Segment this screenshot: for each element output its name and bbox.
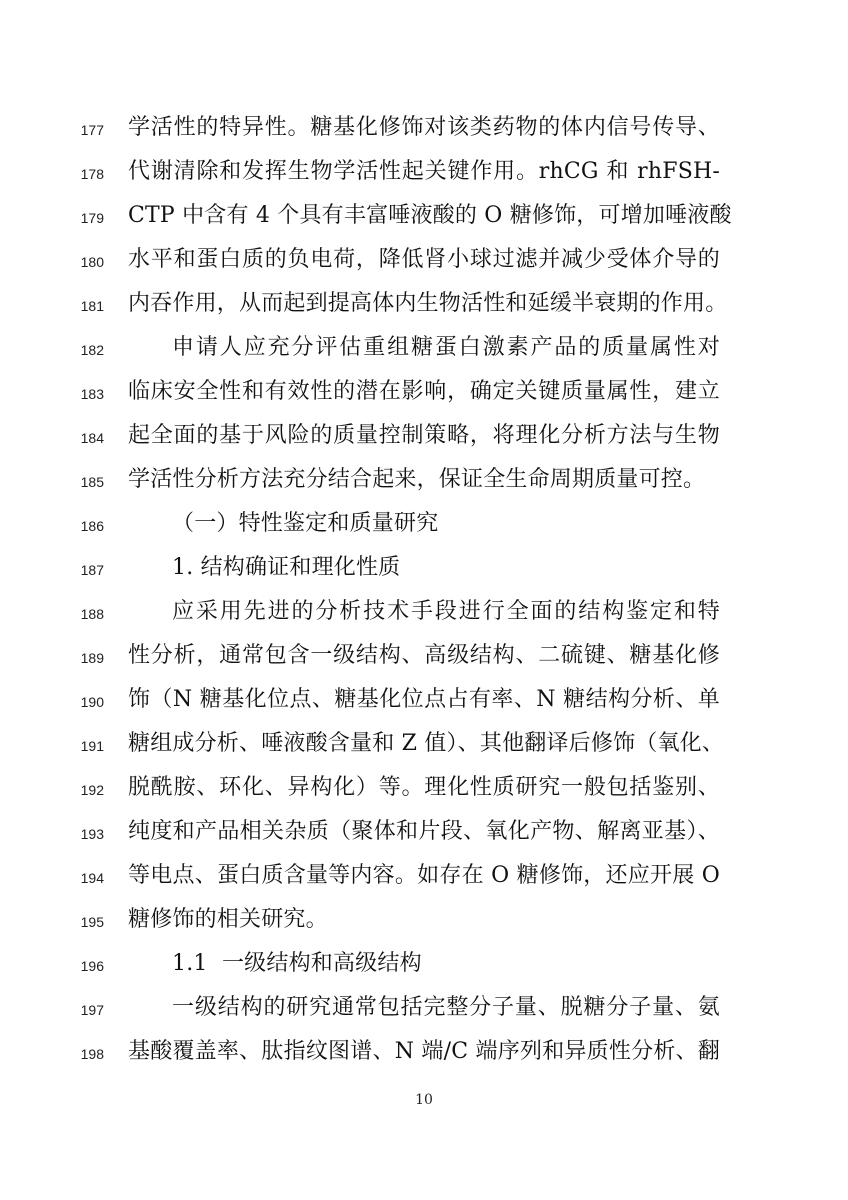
line-number: 184 bbox=[80, 430, 104, 446]
line-text: CTP 中含有 4 个具有丰富唾液酸的 O 糖修饰，可增加唾液酸 bbox=[128, 203, 732, 228]
line-text: 内吞作用，从而起到提高体内生物活性和延缓半衰期的作用。 bbox=[128, 291, 728, 316]
line-text: 性分析，通常包含一级结构、高级结构、二硫键、糖基化修 bbox=[128, 643, 720, 668]
page-number: 10 bbox=[415, 1092, 433, 1108]
document-line bbox=[0, 722, 848, 766]
line-number: 196 bbox=[80, 958, 104, 974]
line-text: 纯度和产品相关杂质（聚体和片段、氧化产物、解离亚基）、 bbox=[128, 819, 720, 844]
line-number: 194 bbox=[80, 870, 104, 886]
line-text: 饰（N 糖基化位点、糖基化位点占有率、N 糖结构分析、单 bbox=[128, 687, 720, 712]
line-text: 起全面的基于风险的质量控制策略，将理化分析方法与生物 bbox=[128, 423, 720, 448]
line-text: 糖组成分析、唾液酸含量和 Z 值）、其他翻译后修饰（氧化、 bbox=[128, 731, 725, 756]
line-number: 191 bbox=[80, 738, 104, 754]
line-number: 178 bbox=[80, 166, 104, 182]
line-number: 188 bbox=[80, 606, 104, 622]
document-line bbox=[0, 854, 848, 898]
line-number: 179 bbox=[80, 210, 104, 226]
document-line bbox=[0, 414, 848, 458]
subsection-heading: 1. 结构确证和理化性质 bbox=[172, 555, 401, 580]
line-number: 198 bbox=[80, 1046, 104, 1062]
document-line bbox=[0, 282, 848, 326]
line-number: 180 bbox=[80, 254, 104, 270]
line-text: 学活性的特异性。糖基化修饰对该类药物的体内信号传导、 bbox=[128, 115, 720, 140]
line-text: 临床安全性和有效性的潜在影响，确定关键质量属性，建立 bbox=[128, 379, 720, 404]
document-line bbox=[0, 766, 848, 810]
line-text: 基酸覆盖率、肽指纹图谱、N 端/C 端序列和异质性分析、翻 bbox=[128, 1039, 720, 1064]
line-number: 195 bbox=[80, 914, 104, 930]
line-text: 一级结构的研究通常包括完整分子量、脱糖分子量、氨 bbox=[172, 995, 720, 1020]
document-line bbox=[0, 150, 848, 194]
document-line bbox=[0, 810, 848, 854]
line-number: 185 bbox=[80, 474, 104, 490]
document-line bbox=[0, 194, 848, 238]
document-line bbox=[0, 1030, 848, 1074]
section-heading-line bbox=[0, 502, 848, 546]
document-line bbox=[0, 634, 848, 678]
line-number: 189 bbox=[80, 650, 104, 666]
document-line bbox=[0, 238, 848, 282]
line-text: 水平和蛋白质的负电荷，降低肾小球过滤并减少受体介导的 bbox=[128, 247, 720, 272]
line-text: 代谢清除和发挥生物学活性起关键作用。rhCG 和 rhFSH- bbox=[128, 159, 720, 184]
line-number: 193 bbox=[80, 826, 104, 842]
document-line bbox=[0, 370, 848, 414]
subsection-heading-line bbox=[0, 546, 848, 590]
line-number: 187 bbox=[80, 562, 104, 578]
document-line bbox=[0, 106, 848, 150]
subsection-heading: 1.1 一级结构和高级结构 bbox=[172, 951, 422, 976]
document-line bbox=[0, 326, 848, 370]
document-line bbox=[0, 590, 848, 634]
line-number: 181 bbox=[80, 298, 104, 314]
line-number: 190 bbox=[80, 694, 104, 710]
document-line bbox=[0, 458, 848, 502]
line-text: 等电点、蛋白质含量等内容。如存在 O 糖修饰，还应开展 O bbox=[128, 863, 720, 888]
line-number: 192 bbox=[80, 782, 104, 798]
line-text: 申请人应充分评估重组糖蛋白激素产品的质量属性对 bbox=[172, 335, 720, 360]
line-number: 177 bbox=[80, 122, 104, 138]
line-text: 脱酰胺、环化、异构化）等。理化性质研究一般包括鉴别、 bbox=[128, 775, 720, 800]
line-text: 学活性分析方法充分结合起来，保证全生命周期质量可控。 bbox=[128, 467, 706, 492]
subsection-heading-line bbox=[0, 942, 848, 986]
document-line bbox=[0, 986, 848, 1030]
line-text: 应采用先进的分析技术手段进行全面的结构鉴定和特 bbox=[172, 599, 720, 624]
line-number: 186 bbox=[80, 518, 104, 534]
document-line bbox=[0, 678, 848, 722]
line-number: 182 bbox=[80, 342, 104, 358]
document-line bbox=[0, 898, 848, 942]
line-number: 197 bbox=[80, 1002, 104, 1018]
section-heading: （一）特性鉴定和质量研究 bbox=[172, 511, 439, 536]
line-number: 183 bbox=[80, 386, 104, 402]
line-text: 糖修饰的相关研究。 bbox=[128, 907, 328, 932]
